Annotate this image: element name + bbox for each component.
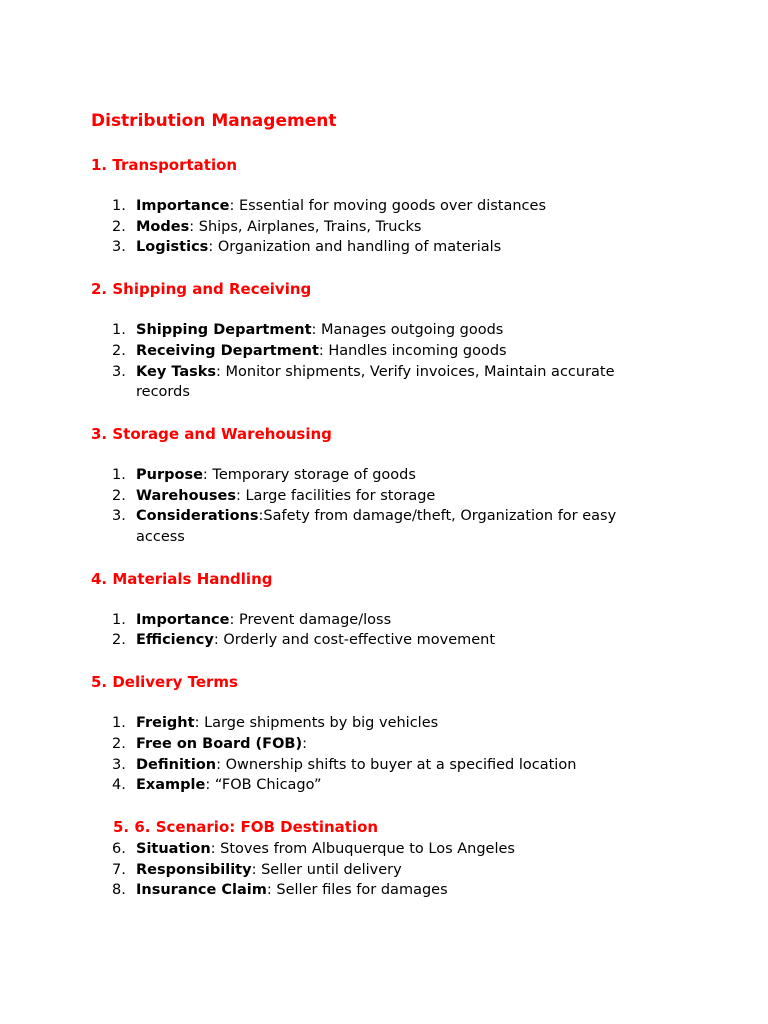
list-term: Logistics [136,239,209,256]
list-term: Freight [136,715,195,732]
list-term: Considerations [136,508,259,525]
list-text: Handles incoming goods [328,342,507,359]
list-text: Monitor shipments, Verify invoices, Maintain accurate records [136,363,615,401]
list-term: Shipping Department [136,322,312,339]
list-sep: : [258,508,264,525]
list-term: Free on Board (FOB) [136,735,303,752]
list-text: Ships, Airplanes, Trains, Trucks [198,218,422,235]
list-number: 2. [112,487,126,504]
list-sep: : [251,861,262,878]
list-item [91,237,651,258]
list-text: Essential for moving goods over distances [238,198,546,214]
list-item [91,486,651,507]
list-term: Purpose [136,466,203,483]
list-term: Responsibility [136,861,252,878]
list-term: Key Tasks [136,363,217,380]
section-heading-transportation: 1. Transportation [91,156,238,174]
list-sep: : [194,715,205,732]
list-shipping-receiving [91,320,651,403]
list-text: Temporary storage of goods [212,466,416,483]
section-heading-storage-warehousing: 3. Storage and Warehousing [91,424,332,443]
list-text: “FOB Chicago” [214,777,322,794]
list-number: 2. [112,735,126,752]
list-item [91,465,651,486]
list-sep: : [216,756,226,773]
list-text: Stoves from Albuquerque to Los Angeles [220,840,515,857]
list-item [91,610,651,631]
list-item [91,755,651,776]
list-item [91,362,651,403]
list-number: 2. [112,632,126,649]
list-item [91,775,651,796]
list-term: Modes [136,218,190,235]
list-text: Manages outgoing goods [321,322,504,339]
list-number: 2. [112,342,126,359]
list-number: 1. [112,466,126,483]
list-term: Importance [136,611,230,628]
list-number: 2. [112,218,126,235]
list-item [91,341,651,362]
list-item [91,734,651,755]
list-sep: : [202,466,213,483]
list-item [91,860,651,881]
list-number: 4. [112,777,126,794]
list-scenario [91,839,651,901]
list-item [91,320,651,341]
list-sep: : [208,239,218,256]
document-page [91,110,651,901]
list-sep: : [266,882,277,899]
list-number: 1. [112,198,126,214]
list-term: Importance [136,198,230,214]
list-number: 1. [112,322,126,339]
list-text: Seller files for damages [276,882,448,899]
list-sep: : [311,322,322,339]
list-sep: : [210,840,221,857]
list-text: Seller until delivery [261,861,402,878]
scenario-title: 6. Scenario: FOB Destination [134,817,379,836]
section-heading-scenario [91,817,651,837]
list-term: Receiving Department [136,342,319,359]
list-number: 1. [112,715,126,732]
list-term: Example [136,777,206,794]
list-number: 7. [112,861,126,878]
list-item [91,880,651,901]
list-text: Prevent damage/loss [238,611,392,628]
section-heading-materials-handling: 4. Materials Handling [91,569,273,588]
list-number: 8. [112,882,126,899]
list-term: Situation [136,840,211,857]
list-sep: : [213,632,224,649]
list-sep: : [302,735,307,752]
list-number: 3. [112,508,126,525]
list-item [91,506,651,547]
list-delivery-terms [91,713,651,796]
list-sep: : [229,198,239,214]
list-text: Safety from damage/theft, Organization for easy access [136,508,617,546]
section-heading-shipping-receiving: 2. Shipping and Receiving [91,280,312,299]
list-sep: : [229,611,239,628]
document-title: Distribution Management [91,111,337,131]
list-sep: : [205,777,215,794]
list-term: Warehouses [136,487,236,504]
section-heading-delivery-terms: 5. Delivery Terms [91,673,238,692]
list-item [91,713,651,734]
list-sep: : [235,487,246,504]
list-text: Large shipments by big vehicles [204,715,439,732]
list-text: Organization and handling of materials [217,239,502,256]
list-number: 6. [112,840,126,857]
list-number: 3. [112,756,126,773]
list-term: Efficiency [136,632,214,649]
list-text: Ownership shifts to buyer at a specified location [225,756,577,773]
list-text: Large facilities for storage [245,487,436,504]
list-item [91,839,651,860]
list-item [91,217,651,238]
list-item [91,630,651,651]
list-number: 1. [112,611,126,628]
list-item [91,196,651,217]
list-text: Orderly and cost-effective movement [223,632,496,649]
list-transportation [91,196,651,258]
list-sep: : [318,342,329,359]
list-number: 3. [112,363,126,380]
list-sep: : [216,363,226,380]
list-sep: : [189,218,199,235]
list-materials-handling [91,610,651,651]
list-term: Definition [136,756,217,773]
scenario-number: 5. [113,817,130,836]
list-number: 3. [112,239,126,256]
list-storage-warehousing [91,465,651,548]
list-term: Insurance Claim [136,882,267,899]
